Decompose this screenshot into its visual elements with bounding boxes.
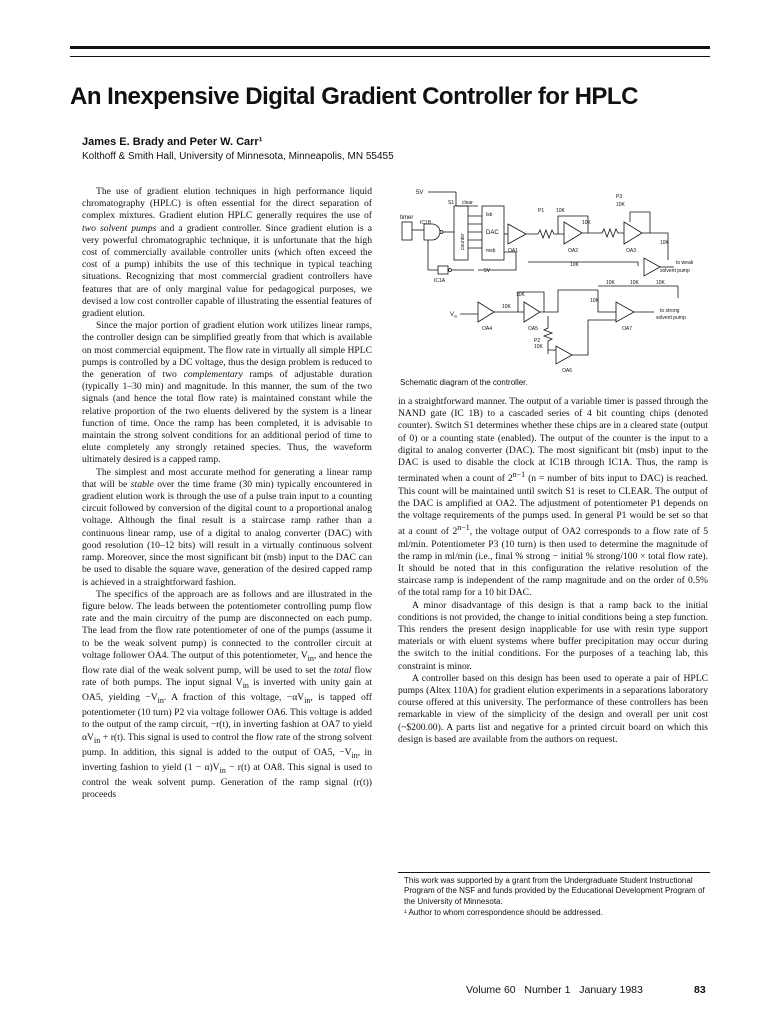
wire-ic1a-back (428, 240, 474, 270)
opamp-oa7 (616, 302, 634, 322)
wire-oa5-out (518, 290, 598, 312)
label-10k-r1: 10K (606, 280, 615, 286)
label-10k-p2: 10K (534, 344, 543, 350)
label-10k-p1: 10K (556, 208, 565, 214)
right-column (398, 396, 708, 746)
opamp-oa4 (478, 302, 494, 322)
paragraph-intro: The use of gradient elution techniques in high performance liquid chromatography (HPLC) is often essential for the direct separation of complex mixtures. Gradient elution HPLC generally requires the use of two solvent pumps and a gradient controller. Since gradient elution is a very powerful chromatographic technique, it is unfortunate that the high cost of commercially available controller units (which often exceed the cost of a pump) inhibits the use of this technique in typical teaching situations. Recognizing that most commercial gradient controllers have features that are of only marginal value for pedagogical purposes, we devised a low cost controller capable of illustrating the essential features of gradient elution. (82, 186, 373, 320)
label-10k-oa7: 10K (590, 298, 599, 304)
label-10k-oa5: 10K (516, 292, 525, 298)
paragraph-specifics: The specifics of the approach are as follows and are illustrated in the figure below. The leads between the potentiometer controlling pump flow rate and the main circuitry of the pump are disconnected on each pump. The lead from the flow rate potentiometer of one of the pumps (assume it to be the weak solvent pump) is connected to the controller circuit at voltage follower OA4. The output of this potentiometer, $V_{in}$, and hence the flow rate dial of the weak solvent pump, will be used to set the total flow rate of both pumps. The input signal $V_{in}$ is inverted with unity gain at OA5, yielding $-V_{in}$. A fraction of this voltage, $-\alpha V_{in}$, is tapped off potentiometer (10 turn) P2 via voltage follower OA6. This voltage is added to the output of the ramp circuit, −r(t), in inverting fashion at OA7 to yield $\alpha V_{in} + r(t)$. This signal is used to control the flow rate of the strong solvent pump. In addition, this signal is added to the output of OA5, $-V_{in}$, in inverting fashion to yield $(1 - \alpha)V_{in} - r(t)$ at OA8. This signal is used to control the weak solvent pump. Generation of the ramp signal (r(t)) proceeds (82, 588, 373, 801)
ic1a-block (438, 266, 448, 274)
author-list: James E. Brady and Peter W. Carr¹ (82, 136, 263, 148)
footnote-rule (398, 872, 710, 873)
label-lsb: lsb (486, 212, 493, 218)
opamp-oa8-upper (644, 258, 660, 276)
bus-counter-dac (468, 216, 482, 248)
label-solvent-pump-b: solvent pump (656, 315, 686, 321)
label-oa6: OA6 (562, 368, 573, 374)
footnote-correspondence: ¹ Author to whom correspondence should be addressed. (404, 908, 603, 918)
label-5v-b: 5V (484, 268, 491, 274)
controller-schematic (398, 186, 710, 376)
label-timer: timer (400, 215, 414, 221)
figure-caption: Schematic diagram of the controller. (400, 378, 528, 387)
affiliation: Kolthoff & Smith Hall, University of Minnesota, Minneapolis, MN 55455 (82, 151, 394, 162)
paragraph-disadvantage: A minor disadvantage of this design is that a ramp back to the initial conditions is not provided, the change to initial conditions being a step function. This renders the present design inapplicable for use with resin type support materials or with eluent systems where buffer precipitation may occur during the switch to the initial conditions. For the purposes of a teaching lab, this constraint is minor. (398, 599, 708, 672)
nand-ic1b-bubble (440, 231, 443, 234)
wire-r-network (598, 286, 678, 298)
opamp-oa1 (508, 224, 526, 244)
label-10k-p3: 10K (616, 202, 625, 208)
resistor-p2 (544, 316, 552, 354)
label-clear: clear (462, 200, 473, 206)
label-to-strong: to strong (660, 308, 680, 314)
paragraph-method: The simplest and most accurate method for generating a linear ramp that will be stable over the time frame (30 min) typically encountered in gradient elution work is through the use of a pulse train input to a counting circuit followed by conversion of the digital count to a proportional analog voltage. Although the final result is a staircase ramp rather than a continuous linear ramp, use of a digital to analog converter (DAC) with good resolution (10–12 bits) will result in a virtually continuous solvent ramp. Moreover, since the most significant bit (msb) input to the DAC can be used to disable the square wave, generation of the desired capped ramp is achieved in a straightforward fashion. (82, 466, 372, 588)
wire-mid (528, 262, 638, 266)
label-10k-oa4: 10K (502, 304, 511, 310)
footnote-support: This work was supported by a grant from the Undergraduate Student Instructional Program of the NSF and funds provided by the Educational Development Program of the University of Minnesota. (404, 876, 705, 906)
left-column (82, 186, 372, 801)
label-oa1: OA1 (508, 248, 519, 254)
opamp-oa3 (624, 222, 642, 244)
footnotes (404, 876, 708, 920)
label-ic1b: IC1B (420, 220, 432, 226)
label-10k-oa2: 10K (582, 220, 591, 226)
label-p1: P1 (538, 208, 545, 214)
opamp-oa2 (564, 222, 582, 244)
label-msb: msb (486, 248, 496, 254)
opamp-oa5 (524, 302, 540, 322)
wire-oa7 (598, 290, 654, 312)
label-ic1a: IC1A (434, 278, 446, 284)
label-10k-r3: 10K (656, 280, 665, 286)
label-oa3: OA3 (626, 248, 637, 254)
timer-block (402, 222, 412, 240)
counter-block (454, 206, 468, 260)
label-10k-r2: 10K (630, 280, 639, 286)
header-rule-thin (70, 56, 710, 57)
label-to-weak: to weak (676, 260, 694, 266)
opamp-oa6 (556, 346, 572, 364)
label-10k-weak: 10K (660, 240, 669, 246)
ic1a-bubble (449, 269, 452, 272)
label-dac: DAC (486, 230, 499, 236)
resistor-p3 (594, 229, 624, 237)
label-oa2: OA2 (568, 248, 579, 254)
label-10k-mid: 10K (570, 262, 579, 268)
journal-citation: Volume 60 Number 1 January 1983 (466, 984, 643, 996)
label-oa4: OA4 (482, 326, 493, 332)
label-p2: P2 (534, 338, 541, 344)
label-vin: $V_{in}$ (450, 312, 458, 319)
label-s1: S1 (448, 200, 455, 206)
label-solvent-pump: solvent pump (660, 268, 690, 274)
paragraph-ramp-generation: in a straightforward manner. The output of a variable timer is passed through the NAND gate (IC 1B) to a cascaded series of 4 bit counting chips (denoted counter). Switch S1 determines whether these chips are in a cleared state (output of 0) or a counting state (enabled). The output of the counter is the input to a digital to analog converter (DAC). The most significant bit (msb) input to the DAC is used to disable the clock at IC1B through IC1A. Thus, the ramp is terminated when a count of $2^{n-1}$ (n = number of bits input to DAC) is reached. This count will be maintained until switch S1 is reset to CLEAR. The output of the DAC is amplified at OA2. The adjustment of potentiometer P1 depends on the voltage requirements of the pumps used. In general P1 would be set so that at a count of $2^{n-1}$, the voltage output of OA2 corresponds to a flow rate of 5 ml/min. Potentiometer P3 (10 turn) is then used to determine the magnitude of the ramp in ml/min (i.e., final % strong − initial % strong/100 × total flow rate). It should be noted that in this configuration the relative resolution of the staircase ramp is independent of the ramp magnitude and on the order of 0.5% of the total ramp for a 10 bit DAC. (398, 396, 708, 599)
article-title: An Inexpensive Digital Gradient Controller for HPLC (70, 83, 638, 110)
label-counter: counter (460, 233, 466, 250)
nand-ic1b (424, 224, 440, 240)
header-rule-thick (70, 46, 710, 49)
paragraph-performance: A controller based on this design has been used to operate a pair of HPLC pumps (Altex 110A) for gradient elution experiments in a separations laboratory course offered at this university. The performance of these controllers has been remarkable in view of the simplicity of the design and overall per unit cost (~$200.00). A parts list and negative for a printed circuit board on which this design is based are available from the authors on request. (398, 672, 708, 745)
page-number: 83 (694, 984, 706, 996)
label-oa7: OA7 (622, 326, 633, 332)
label-5v: 5V (416, 190, 424, 196)
wire-msb-feedback (428, 252, 516, 270)
label-p3: P3 (616, 194, 623, 200)
label-oa5: OA5 (528, 326, 539, 332)
wire-oa6 (548, 320, 616, 355)
paragraph-ramps: Since the major portion of gradient elution work utilizes linear ramps, the controller design can be simplified greatly from that which is available on most commercial equipment. The flow rate in virtually all simple HPLC pumps is controlled by a DC voltage, thus the design problem is reduced to the generation of two complementary ramps of adjustable duration (typically 1–30 min) and magnitude. In this manner, the sum of the two signals (and hence the total flow rate) is maintained constant while the relative proportion of the two eluents delivered by the system is a linear function of time. Once the ramp has been completed, it is advisable to maintain the strong solvent conditions for an additional period of time to elute completely any strongly retained species. Thus, the waveform ultimately desired is a capped ramp. (82, 320, 372, 466)
